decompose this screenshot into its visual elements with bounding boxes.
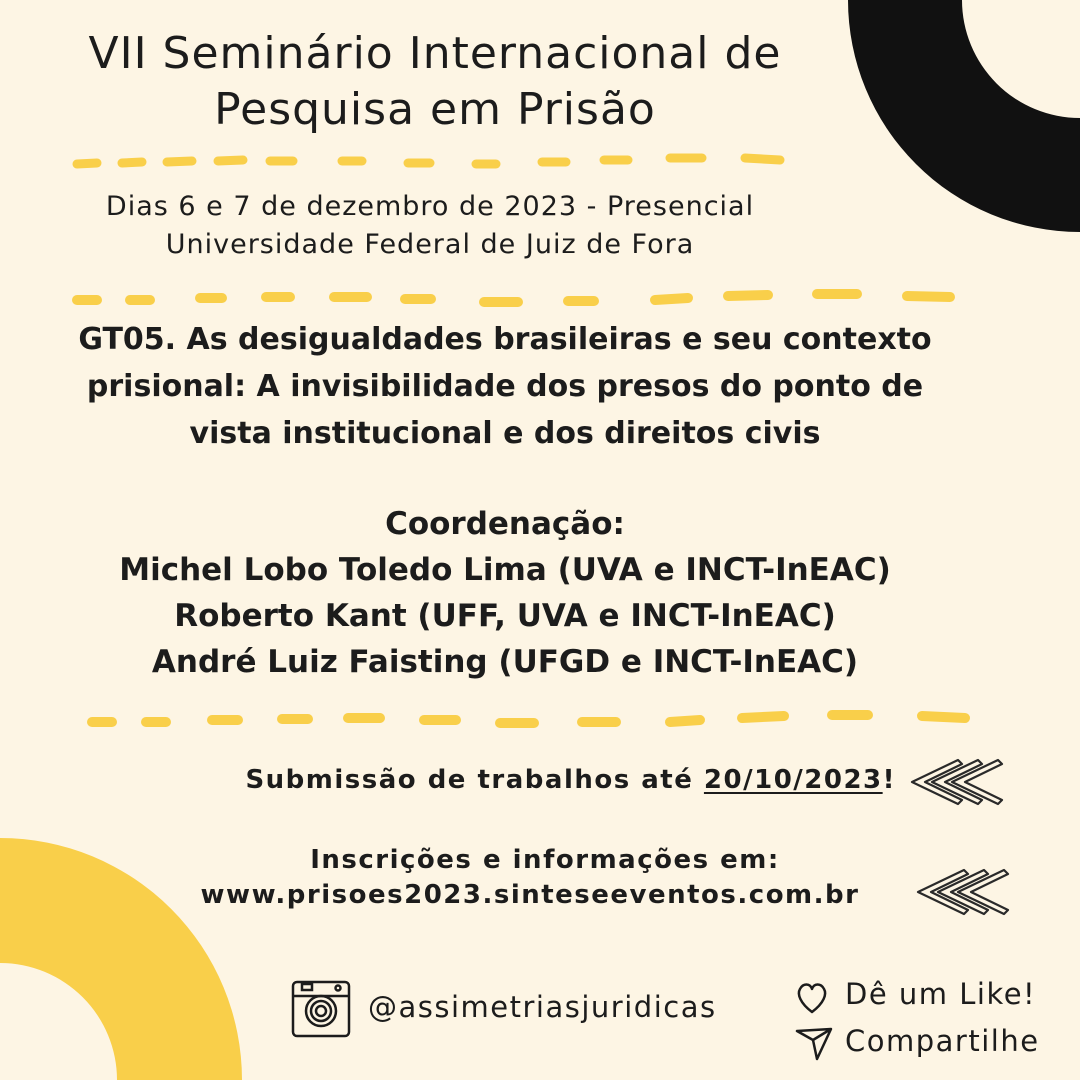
registration-url[interactable]: www.prisoes2023.sinteseeventos.com.br xyxy=(200,880,860,910)
event-venue: Universidade Federal de Juiz de Fora xyxy=(165,229,695,260)
gt-title-line3: vista institucional e dos direitos civis xyxy=(189,416,821,451)
heart-icon[interactable] xyxy=(799,985,825,1013)
divider-dashes-1 xyxy=(77,158,780,164)
divider-dashes-2 xyxy=(77,294,950,302)
event-title-line1: VII Seminário Internacional de xyxy=(88,28,782,79)
submission-deadline-text xyxy=(150,765,896,795)
event-title-line2: Pesquisa em Prisão xyxy=(214,84,656,135)
chevrons-left-icon xyxy=(912,760,1002,804)
chevrons-left-icon xyxy=(918,870,1008,914)
event-dates: Dias 6 e 7 de dezembro de 2023 - Presencial xyxy=(105,191,755,222)
coordinator-1: Michel Lobo Toledo Lima (UVA e INCT-InEAC) xyxy=(119,552,891,588)
share-text: Compartilhe xyxy=(845,1024,1040,1058)
submission-prefix: Submissão de trabalhos até xyxy=(245,765,704,795)
send-icon[interactable] xyxy=(797,1029,831,1059)
gt-title-line2: prisional: A invisibilidade dos presos do ponto de xyxy=(86,369,924,404)
instagram-handle[interactable]: @assimetriasjuridicas xyxy=(368,990,717,1024)
gt-title-line1: GT05. As desigualdades brasileiras e seu contexto xyxy=(78,322,932,357)
black-arc-shape xyxy=(848,0,1080,232)
coordinator-3: André Luiz Faisting (UFGD e INCT-InEAC) xyxy=(151,644,859,680)
registration-label: Inscrições e informações em: xyxy=(310,845,780,875)
like-text: Dê um Like! xyxy=(845,977,1037,1011)
submission-suffix: ! xyxy=(882,765,896,795)
submission-deadline-date: 20/10/2023 xyxy=(703,765,883,795)
divider-dashes-3 xyxy=(92,715,965,723)
coordination-heading: Coordenação: xyxy=(385,506,625,542)
instagram-icon xyxy=(293,982,349,1036)
coordinator-2: Roberto Kant (UFF, UVA e INCT-InEAC) xyxy=(174,598,836,634)
